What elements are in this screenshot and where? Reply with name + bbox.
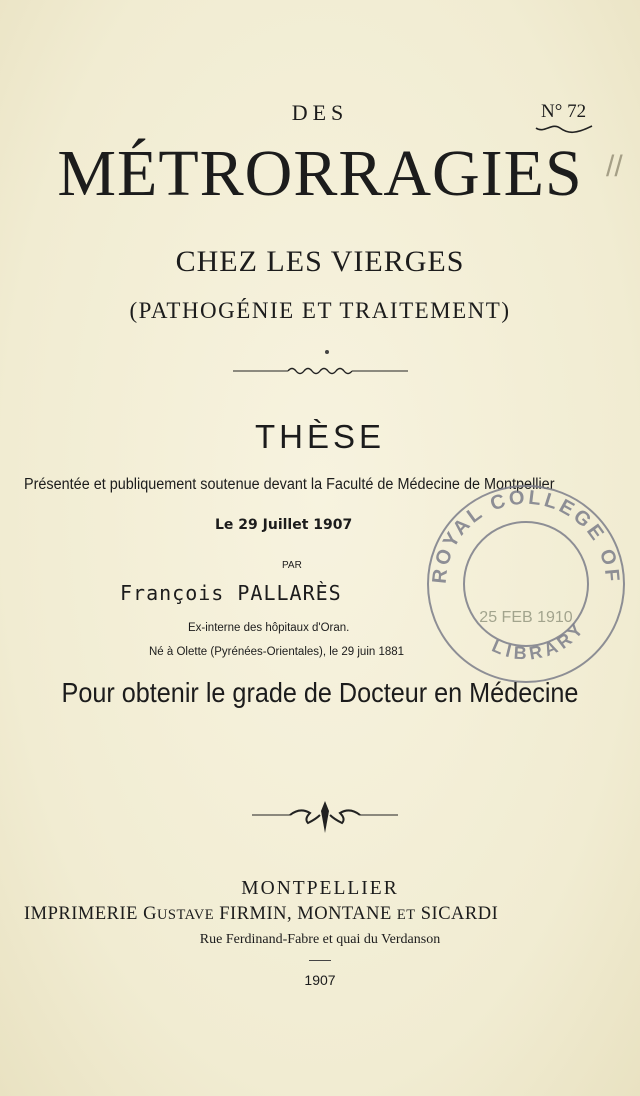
printer-g: G bbox=[143, 904, 157, 924]
printer-et: ET bbox=[396, 907, 416, 923]
library-stamp-icon bbox=[410, 466, 640, 696]
par-label: PAR bbox=[282, 560, 302, 571]
printer-name bbox=[24, 904, 498, 925]
defense-date: Le 29 Juillet 1907 bbox=[215, 517, 353, 533]
printer-ustave: USTAVE bbox=[156, 907, 215, 923]
short-rule bbox=[309, 960, 331, 961]
printer-firmin: FIRMIN, MONTANE bbox=[214, 904, 397, 924]
publication-year: 1907 bbox=[304, 972, 336, 988]
these-heading: THÈSE bbox=[254, 418, 386, 455]
printer-address: Rue Ferdinand-Fabre et quai du Verdanson bbox=[199, 932, 441, 947]
sub-subtitle: (PATHOGÉNIE ET TRAITEMENT) bbox=[129, 298, 511, 323]
pencil-mark: // bbox=[606, 150, 623, 183]
svg-text:ROYAL COLLEGE OF bbox=[429, 487, 624, 585]
author-birth: Né à Olette (Pyrénées-Orientales), le 29 juin 1881 bbox=[149, 646, 405, 658]
thesis-number: N° 72 bbox=[541, 101, 587, 122]
stamp-date: 25 FEB 1910 bbox=[479, 609, 573, 626]
fleuron-ornament-icon bbox=[250, 797, 400, 837]
author-name: François PALLARÈS bbox=[120, 581, 342, 605]
subtitle: CHEZ LES VIERGES bbox=[175, 245, 465, 278]
ink-dot bbox=[325, 350, 329, 354]
number-underline bbox=[534, 122, 594, 134]
stamp-top-text: ROYAL COLLEGE OF bbox=[428, 486, 624, 586]
stamp-bottom-text: LIBRARY bbox=[489, 617, 590, 664]
author-title: Ex-interne des hôpitaux d'Oran. bbox=[188, 622, 350, 634]
presentation-line: Présentée et publiquement soutenue devant la Faculté de Médecine de Montpellier bbox=[24, 476, 555, 493]
printer-prefix: IMPRIMERIE bbox=[24, 904, 144, 924]
printer-sicardi: SICARDI bbox=[415, 904, 499, 924]
title-prefix: DES bbox=[291, 100, 349, 125]
imprint-city: MONTPELLIER bbox=[241, 878, 399, 899]
ornamental-rule-icon bbox=[233, 365, 408, 375]
main-title: MÉTRORRAGIES bbox=[57, 137, 583, 210]
degree-line: Pour obtenir le grade de Docteur en Médecine bbox=[61, 677, 579, 708]
